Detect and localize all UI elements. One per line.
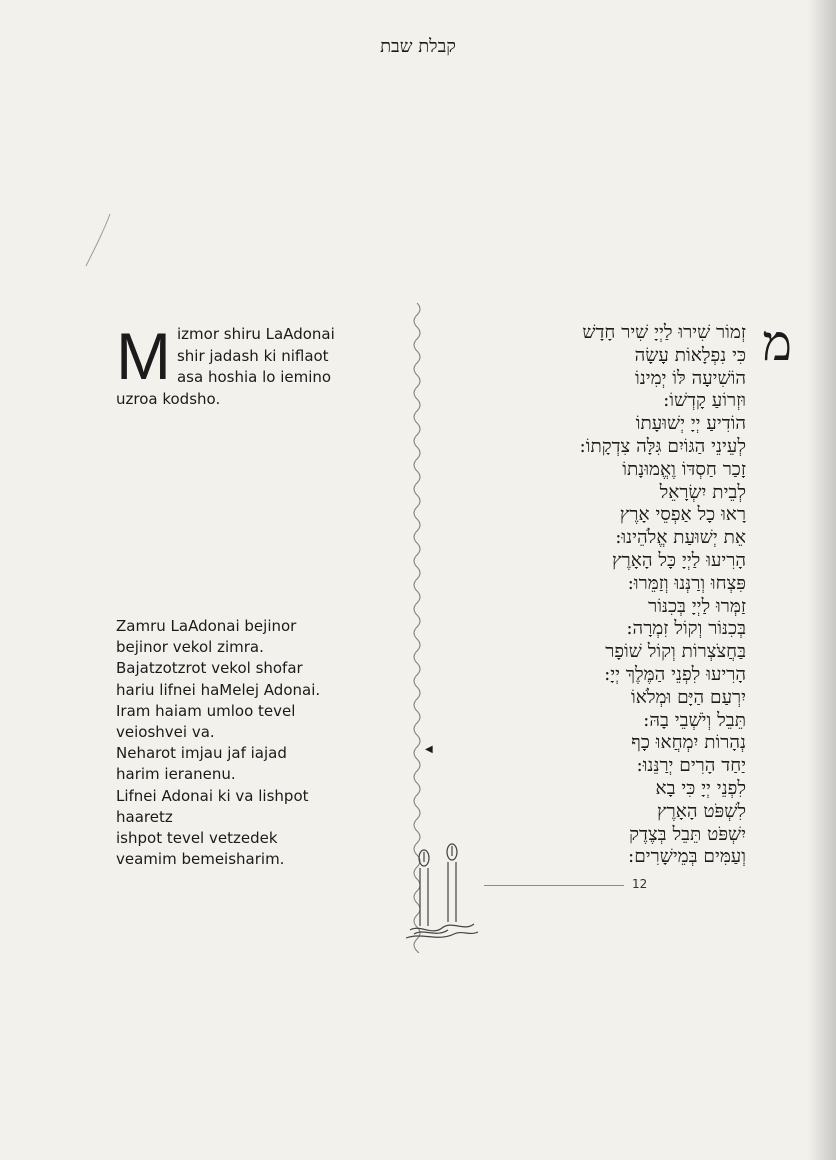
transliteration-line: haaretz bbox=[116, 807, 173, 826]
transliteration-line: Neharot imjau jaf iajad bbox=[116, 744, 287, 763]
transliteration-line: Lifnei Adonai ki va lishpot bbox=[116, 786, 309, 805]
hebrew-initial-letter: מ bbox=[762, 314, 792, 372]
hebrew-line: לִשְׁפֹּט הָאָרֶץ bbox=[657, 800, 746, 822]
hebrew-line: לְעֵינֵי הַגּוֹיִם גִּלָּה צִדְקָתוֹ: bbox=[579, 435, 746, 457]
transliteration-line: Bajatzotzrot vekol shofar bbox=[116, 659, 303, 678]
candles-icon bbox=[402, 840, 482, 944]
transliteration-line: harim ieranenu. bbox=[116, 765, 236, 784]
page-number: 12 bbox=[632, 877, 648, 891]
footer-rule bbox=[484, 885, 624, 886]
hebrew-line: לִפְנֵי יְיָ כִּי בָא bbox=[655, 777, 746, 799]
hebrew-line: יַחַד הָרִים יְרַנֵּנוּ: bbox=[636, 755, 746, 777]
hebrew-line: לְבֵית יִשְׂרָאֵל bbox=[659, 481, 746, 503]
hebrew-line: וְעַמִּים בְּמֵישָׁרִים: bbox=[628, 846, 746, 868]
transliteration-line: Zamru LaAdonai bejinor bbox=[116, 617, 297, 635]
transliteration-line: veioshvei va. bbox=[116, 723, 215, 742]
hebrew-line: פִּצְחוּ וְרַנְּנוּ וְזַמֵּרוּ: bbox=[627, 572, 746, 594]
hebrew-line: הוֹשִׁיעָה לּוֹ יְמִינוֹ bbox=[635, 367, 746, 389]
hebrew-line: בַּחֲצֹצְרוֹת וְקוֹל שׁוֹפָר bbox=[605, 641, 746, 663]
transliteration-line: ishpot tevel vetzedek bbox=[116, 829, 278, 848]
transliteration-line: hariu lifnei haMelej Adonai. bbox=[116, 680, 321, 699]
transliteration-line: asa hoshia lo iemino bbox=[176, 368, 332, 386]
page-header-title: קבלת שבת bbox=[380, 36, 456, 57]
page-edge-shadow bbox=[808, 0, 836, 1160]
triangle-left-icon: ◀ bbox=[425, 744, 433, 755]
hebrew-line: יִרְעַם הַיָּם וּמְלֹאוֹ bbox=[631, 686, 746, 708]
hebrew-line: הָרִיעוּ לַיְיָ כָּל הָאָרֶץ bbox=[612, 549, 746, 571]
hebrew-line: כִּי נִפְלָאוֹת עָשָׂה bbox=[634, 344, 746, 366]
transliteration-line: shir jadash ki niflaot bbox=[176, 346, 329, 365]
transliteration-line: uzroa kodsho. bbox=[116, 389, 221, 408]
hebrew-line: וּזְרוֹעַ קָדְשׁוֹ: bbox=[663, 390, 746, 412]
hebrew-psalm bbox=[440, 314, 792, 869]
drop-cap: M bbox=[116, 319, 171, 393]
transliteration-stanza-1 bbox=[116, 319, 406, 410]
hebrew-line: אֵת יְשׁוּעַת אֱלֹהֵינוּ: bbox=[615, 527, 746, 549]
transliteration-line: veamim bemeisharim. bbox=[116, 850, 285, 869]
transliteration-line: izmor shiru LaAdonai bbox=[176, 325, 335, 343]
transliteration-line: Iram haiam umloo tevel bbox=[116, 701, 296, 720]
hebrew-line: נְהָרוֹת יִמְחֲאוּ כָף bbox=[631, 732, 746, 754]
hebrew-line: רָאוּ כָל אַפְסֵי אָרֶץ bbox=[619, 504, 746, 526]
show-through-text bbox=[520, 262, 534, 284]
hebrew-line: בְּכִנּוֹר וְקוֹל זִמְרָה: bbox=[626, 618, 746, 640]
hebrew-line: תֵּבֵל וְיֹשְׁבֵי בָהּ: bbox=[643, 709, 746, 731]
hebrew-line: זְמוֹר שִׁירוּ לַיְיָ שִׁיר חָדָשׁ bbox=[582, 322, 746, 343]
pen-stroke-mark bbox=[84, 210, 114, 270]
transliteration-stanza-2 bbox=[116, 616, 416, 870]
hebrew-line: זָכַר חַסְדּוֹ וֶאֱמוּנָתוֹ bbox=[622, 458, 746, 480]
hebrew-line: יִשְׁפֹּט תֵּבֵל בְּצֶדֶק bbox=[629, 823, 746, 845]
hebrew-line: זַמְּרוּ לַיְיָ בְּכִנּוֹר bbox=[648, 595, 746, 617]
hebrew-line: הוֹדִיעַ יְיָ יְשׁוּעָתוֹ bbox=[635, 413, 746, 435]
hebrew-line: הָרִיעוּ לִפְנֵי הַמֶּלֶךְ יְיָ: bbox=[604, 663, 746, 685]
transliteration-line: bejinor vekol zimra. bbox=[116, 638, 264, 657]
